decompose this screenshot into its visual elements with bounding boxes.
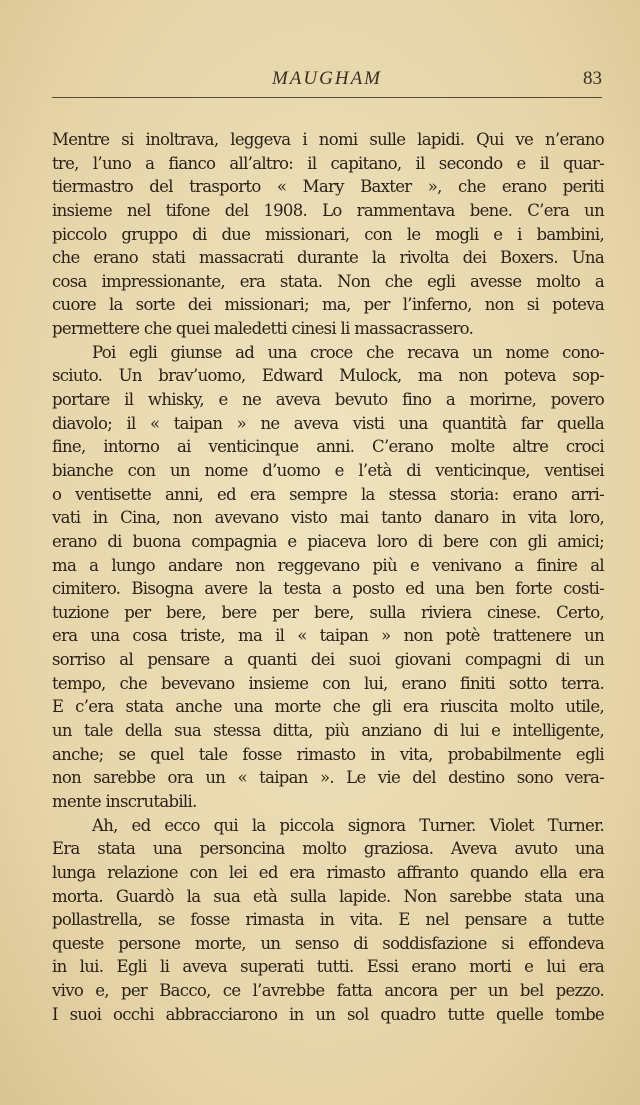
body-text [52,128,604,1026]
text-line: tuzione per bere, bere per bere, sulla riviera cinese. Certo, [52,602,604,622]
text-line: cosa impressionante, era stata. Non che egli avesse molto a [52,271,604,291]
text-line: portare il whisky, e ne aveva bevuto fino a morirne, povero [52,390,604,410]
page-number: 83 [583,68,602,89]
text-line: piccolo gruppo di due missionari, con le mogli e i bambini, [52,224,604,244]
text-line: E c’era stata anche una morte che gli era riuscita molto utile, [52,697,604,717]
text-line: anche; se quel tale fosse rimasto in vita, probabilmente egli [52,744,604,764]
text-line: insieme nel tifone del 1908. Lo rammentava bene. C’era un [52,200,604,220]
text-line: Era stata una personcina molto graziosa. Aveva avuto una [52,839,604,859]
text-line: sciuto. Un brav’uomo, Edward Mulock, ma non poteva sop- [52,366,604,386]
text-line: tre, l’uno a fianco all’altro: il capitano, il secondo e il quar- [52,153,604,173]
text-line: diavolo; il « taipan » ne aveva visti una quantità far quella [52,413,604,433]
text-line: erano di buona compagnia e piaceva loro di bere con gli amici; [52,531,604,551]
text-line: Ah, ed ecco qui la piccola signora Turner. Violet Turner. [92,815,604,835]
text-line: fine, intorno ai venticinque anni. C’erano molte altre croci [52,437,604,457]
page-header [52,64,602,96]
text-line: non sarebbe ora un « taipan ». Le vie del destino sono vera- [52,768,604,788]
text-line: in lui. Egli li aveva superati tutti. Essi erano morti e lui era [52,957,604,977]
text-line: che erano stati massacrati durante la rivolta dei Boxers. Una [52,248,604,268]
text-line: morta. Guardò la sua età sulla lapide. Non sarebbe stata una [52,886,604,906]
text-line: bianche con un nome d’uomo e l’età di venticinque, ventisei [52,460,604,480]
text-line: era una cosa triste, ma il « taipan » non potè trattenere un [52,626,604,646]
text-line: tempo, che bevevano insieme con lui, erano finiti sotto terra. [52,673,604,693]
text-line: cimitero. Bisogna avere la testa a posto ed una ben forte costi- [52,579,604,599]
text-line: ma a lungo andare non reggevano più e venivano a finire al [52,555,604,575]
text-line: queste persone morte, un senso di soddisfazione si effondeva [52,933,604,953]
text-line: pollastrella, se fosse rimasta in vita. E nel pensare a tutte [52,910,604,930]
text-line: un tale della sua stessa ditta, più anziano di lui e intelligente, [52,721,604,741]
text-line: lunga relazione con lei ed era rimasto affranto quando ella era [52,862,604,882]
text-line: vivo e, per Bacco, ce l’avrebbe fatta ancora per un bel pezzo. [52,981,604,1001]
text-line: mente inscrutabili. [52,791,197,811]
running-title: MAUGHAM [271,68,383,89]
text-line: o ventisette anni, ed era sempre la stessa storia: erano arri- [52,484,604,504]
text-line: cuore la sorte dei missionari; ma, per l’inferno, non si poteva [52,295,604,315]
text-line: sorriso al pensare a quanti dei suoi giovani compagni di un [52,650,604,670]
text-line: Poi egli giunse ad una croce che recava un nome cono- [92,342,604,362]
text-line: vati in Cina, non avevano visto mai tanto danaro in vita loro, [52,508,604,528]
text-line: Mentre si inoltrava, leggeva i nomi sulle lapidi. Qui ve n’erano [52,130,604,149]
text-line: tiermastro del trasporto « Mary Baxter », che erano periti [52,177,604,197]
header-rule [52,97,602,98]
text-line: I suoi occhi abbracciarono in un sol quadro tutte quelle tombe [52,1004,604,1024]
text-line: permettere che quei maledetti cinesi li massacrassero. [52,319,474,339]
